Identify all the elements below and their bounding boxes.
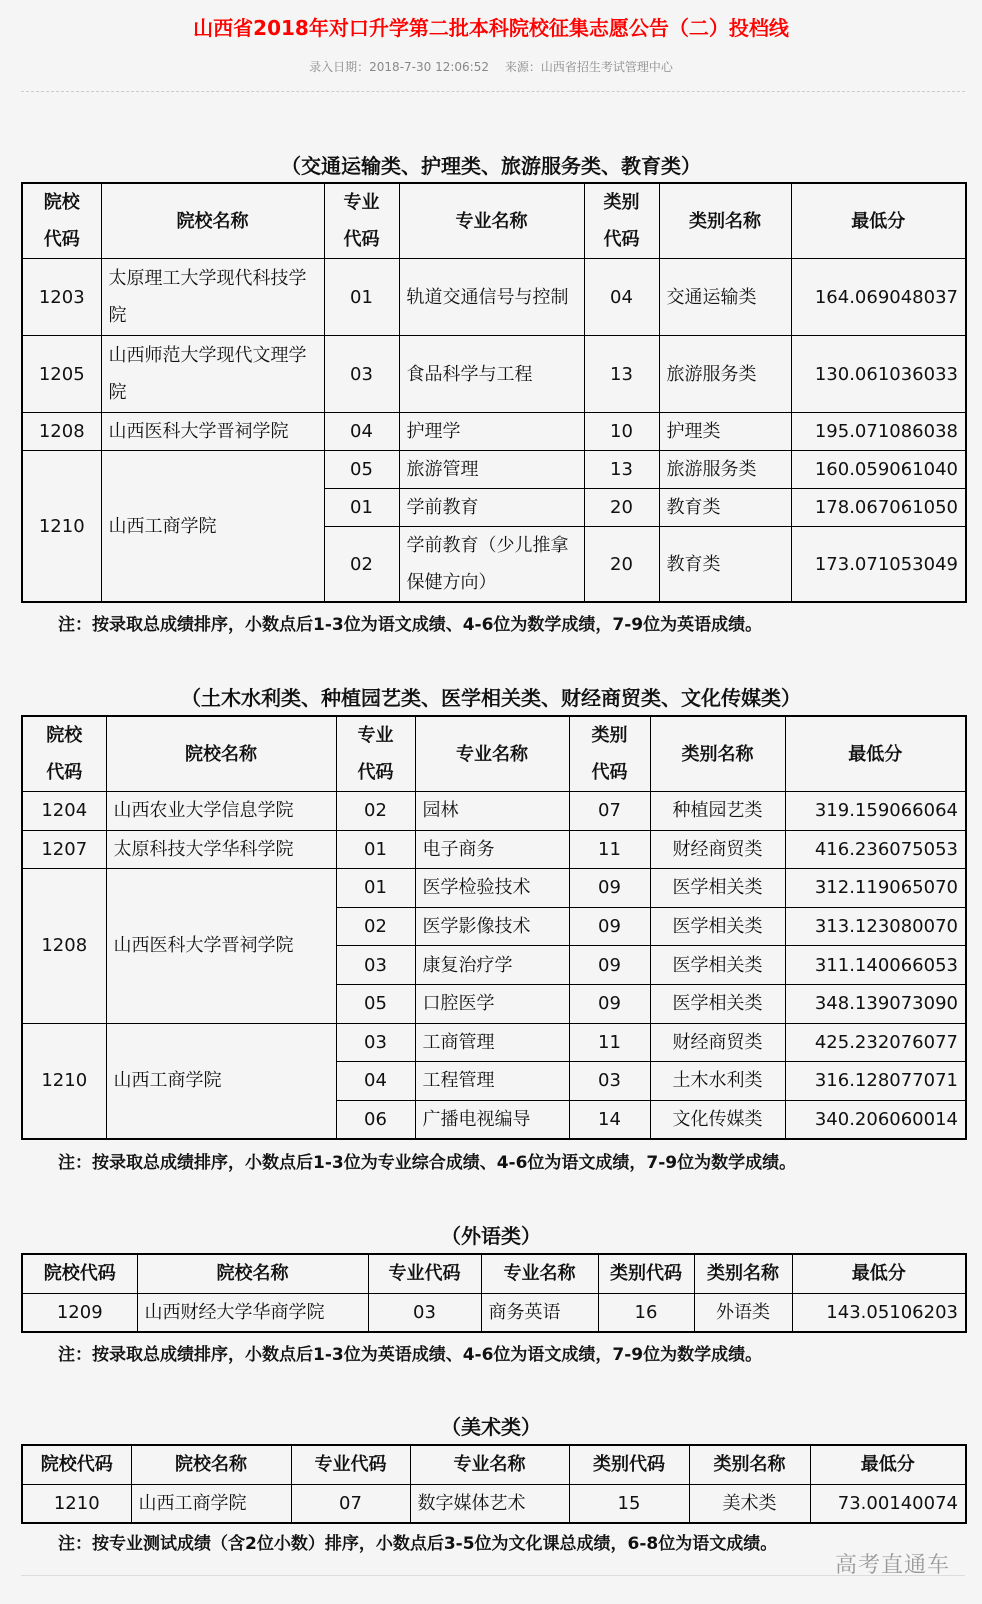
major-code: 06 [336,1100,415,1139]
column-header [689,1445,810,1484]
column-header-label: 专业代码 [388,1263,461,1285]
header-row [22,1254,966,1293]
school-code: 1208 [22,869,106,1023]
major-name: 工程管理 [415,1062,569,1101]
header-row [22,183,966,259]
major-name: 数字媒体艺术 [410,1484,569,1523]
table-row [22,830,966,869]
divider [21,91,965,92]
column-header-label: 类别代码 [593,1454,665,1476]
major-name: 食品科学与工程 [399,336,584,413]
section-note: 注：按录取总成绩排序，小数点后1-3位为专业综合成绩、4-6位为语文成绩，7-9位为数学成绩。 [58,1153,797,1173]
section-note: 注：按专业测试成绩（含2位小数）排序，小数点后3-5位为文化课总成绩，6-8位为语文成绩。 [58,1534,778,1554]
section-heading: （外语类） [441,1224,541,1248]
column-header-label: 类别名称 [689,210,761,232]
major-name: 旅游管理 [399,451,584,489]
category-code: 10 [584,413,659,451]
column-header-label: 院校名称 [175,1454,247,1476]
category-code: 11 [569,830,650,869]
major-code: 07 [291,1484,410,1523]
column-header-label: 最低分 [860,1454,915,1476]
category-code: 20 [584,527,659,603]
min-score: 143.05106203 [792,1293,966,1332]
cutoff-table [21,1253,967,1333]
column-header-label: 院校代码 [46,725,83,783]
category-name: 教育类 [659,489,791,527]
column-header [650,716,785,792]
column-header-label: 专业名称 [456,743,528,765]
min-score: 313.123080070 [785,907,966,946]
school-code: 1210 [22,451,101,603]
min-score: 160.059061040 [791,451,966,489]
min-score: 312.119065070 [785,869,966,908]
category-name: 医学相关类 [650,984,785,1023]
column-header-label: 院校代码 [40,1454,113,1476]
table-row [22,451,966,489]
column-header-label: 院校名称 [216,1263,289,1285]
major-name: 医学检验技术 [415,869,569,908]
major-code: 05 [324,451,399,489]
category-name: 护理类 [659,413,791,451]
category-code: 13 [584,451,659,489]
school-code: 1209 [22,1293,137,1332]
min-score: 178.067061050 [791,489,966,527]
category-code: 04 [584,259,659,336]
table-row [22,869,966,908]
major-code: 01 [336,869,415,908]
cutoff-table [21,182,967,603]
major-code: 04 [324,413,399,451]
school-code: 1204 [22,792,106,831]
column-header [569,1445,689,1484]
category-name: 文化传媒类 [650,1100,785,1139]
major-code: 02 [324,527,399,603]
section-heading: （土木水利类、种植园艺类、医学相关类、财经商贸类、文化传媒类） [181,686,801,710]
watermark: 高考直通车 [835,1553,951,1578]
column-header-label: 专业名称 [455,210,528,232]
category-code: 03 [569,1062,650,1101]
min-score: 340.206060014 [785,1100,966,1139]
column-header-label: 类别代码 [603,192,640,250]
school-name: 山西工商学院 [131,1484,291,1523]
column-header-label: 专业代码 [314,1454,387,1476]
category-code: 16 [598,1293,694,1332]
column-header [584,183,659,259]
header-row [22,716,966,792]
school-code: 1207 [22,830,106,869]
article-meta [0,58,982,75]
category-code: 14 [569,1100,650,1139]
column-header [137,1254,368,1293]
major-code: 01 [324,489,399,527]
column-header [415,716,569,792]
major-name: 学前教育 [399,489,584,527]
column-header [101,183,324,259]
major-code: 01 [336,830,415,869]
column-header-label: 最低分 [851,210,906,232]
column-header-label: 院校名称 [185,743,257,765]
min-score: 73.00140074 [810,1484,966,1523]
major-code: 03 [368,1293,481,1332]
section-note: 注：按录取总成绩排序，小数点后1-3位为英语成绩、4-6位为语文成绩，7-9位为数学成绩。 [58,1345,763,1365]
school-name: 山西医科大学晋祠学院 [101,413,324,451]
min-score: 311.140066053 [785,946,966,985]
column-header [22,1254,137,1293]
major-name: 园林 [415,792,569,831]
min-score: 173.071053049 [791,527,966,603]
column-header-label: 专业名称 [503,1263,576,1285]
header-row [22,1445,966,1484]
column-header-label: 最低分 [851,1263,906,1285]
table-row [22,1293,966,1332]
table-row [22,259,966,336]
column-header [336,716,415,792]
major-name: 轨道交通信号与控制 [399,259,584,336]
school-code: 1205 [22,336,101,413]
min-score: 130.061036033 [791,336,966,413]
column-header-label: 专业名称 [453,1454,526,1476]
table-row [22,336,966,413]
column-header-label: 专业代码 [343,192,380,250]
category-code: 09 [569,907,650,946]
school-code: 1203 [22,259,101,336]
major-name: 商务英语 [481,1293,598,1332]
category-name: 医学相关类 [650,946,785,985]
column-header-label: 院校代码 [43,192,80,250]
category-code: 20 [584,489,659,527]
category-code: 09 [569,869,650,908]
min-score: 316.128077071 [785,1062,966,1101]
category-name: 土木水利类 [650,1062,785,1101]
school-name: 山西师范大学现代文理学院 [101,336,324,413]
column-header-label: 类别名称 [713,1454,786,1476]
entry-date: 录入日期：2018-7-30 12:06:52 [309,60,489,74]
category-name: 交通运输类 [659,259,791,336]
major-name: 医学影像技术 [415,907,569,946]
column-header [791,183,966,259]
major-code: 05 [336,984,415,1023]
major-name: 广播电视编导 [415,1100,569,1139]
table-row [22,792,966,831]
cutoff-table [21,1444,967,1524]
table-row [22,413,966,451]
min-score: 319.159066064 [785,792,966,831]
column-header [569,716,650,792]
major-name: 康复治疗学 [415,946,569,985]
category-name: 医学相关类 [650,869,785,908]
column-header-label: 类别代码 [610,1263,682,1285]
major-name: 学前教育（少儿推拿保健方向） [399,527,584,603]
column-header [368,1254,481,1293]
category-code: 15 [569,1484,689,1523]
column-header [659,183,791,259]
column-header [291,1445,410,1484]
major-code: 02 [336,792,415,831]
column-header-label: 类别代码 [591,725,628,783]
column-header [106,716,336,792]
column-header [22,716,106,792]
column-header [410,1445,569,1484]
school-name: 太原理工大学现代科技学院 [101,259,324,336]
section-heading: （交通运输类、护理类、旅游服务类、教育类） [281,154,701,178]
section-note: 注：按录取总成绩排序，小数点后1-3位为语文成绩、4-6位为数学成绩，7-9位为英语成绩。 [58,615,763,635]
category-name: 美术类 [689,1484,810,1523]
school-name: 山西医科大学晋祠学院 [106,869,336,1023]
column-header [324,183,399,259]
school-code: 1210 [22,1484,131,1523]
column-header [481,1254,598,1293]
column-header-label: 最低分 [848,743,903,765]
cutoff-table [21,715,967,1140]
category-code: 07 [569,792,650,831]
category-code: 13 [584,336,659,413]
column-header-label: 专业代码 [357,725,394,783]
major-code: 02 [336,907,415,946]
column-header [399,183,584,259]
category-name: 教育类 [659,527,791,603]
column-header-label: 院校名称 [176,210,249,232]
min-score: 348.139073090 [785,984,966,1023]
page-title: 山西省2018年对口升学第二批本科院校征集志愿公告（二）投档线 [193,16,789,40]
category-name: 旅游服务类 [659,336,791,413]
category-name: 财经商贸类 [650,1023,785,1062]
category-name: 种植园艺类 [650,792,785,831]
column-header [792,1254,966,1293]
major-code: 03 [324,336,399,413]
school-name: 山西工商学院 [106,1023,336,1139]
column-header [694,1254,792,1293]
column-header-label: 类别名称 [707,1263,779,1285]
school-name: 山西财经大学华商学院 [137,1293,368,1332]
min-score: 425.232076077 [785,1023,966,1062]
category-code: 09 [569,946,650,985]
category-code: 09 [569,984,650,1023]
column-header [131,1445,291,1484]
min-score: 195.071086038 [791,413,966,451]
school-name: 太原科技大学华科学院 [106,830,336,869]
column-header [810,1445,966,1484]
column-header-label: 院校代码 [43,1263,116,1285]
section-heading: （美术类） [441,1415,541,1439]
major-name: 护理学 [399,413,584,451]
category-code: 11 [569,1023,650,1062]
category-name: 旅游服务类 [659,451,791,489]
school-code: 1210 [22,1023,106,1139]
major-name: 电子商务 [415,830,569,869]
column-header [22,183,101,259]
table-row [22,1484,966,1523]
table-row [22,1023,966,1062]
column-header [598,1254,694,1293]
column-header-label: 类别名称 [681,743,754,765]
divider [21,1575,965,1576]
major-code: 04 [336,1062,415,1101]
min-score: 416.236075053 [785,830,966,869]
category-name: 财经商贸类 [650,830,785,869]
major-name: 工商管理 [415,1023,569,1062]
column-header [22,1445,131,1484]
school-code: 1208 [22,413,101,451]
major-code: 03 [336,1023,415,1062]
category-name: 医学相关类 [650,907,785,946]
category-name: 外语类 [694,1293,792,1332]
school-name: 山西农业大学信息学院 [106,792,336,831]
major-code: 01 [324,259,399,336]
school-name: 山西工商学院 [101,451,324,603]
column-header [785,716,966,792]
major-code: 03 [336,946,415,985]
min-score: 164.069048037 [791,259,966,336]
major-name: 口腔医学 [415,984,569,1023]
source: 来源：山西省招生考试管理中心 [504,60,673,74]
